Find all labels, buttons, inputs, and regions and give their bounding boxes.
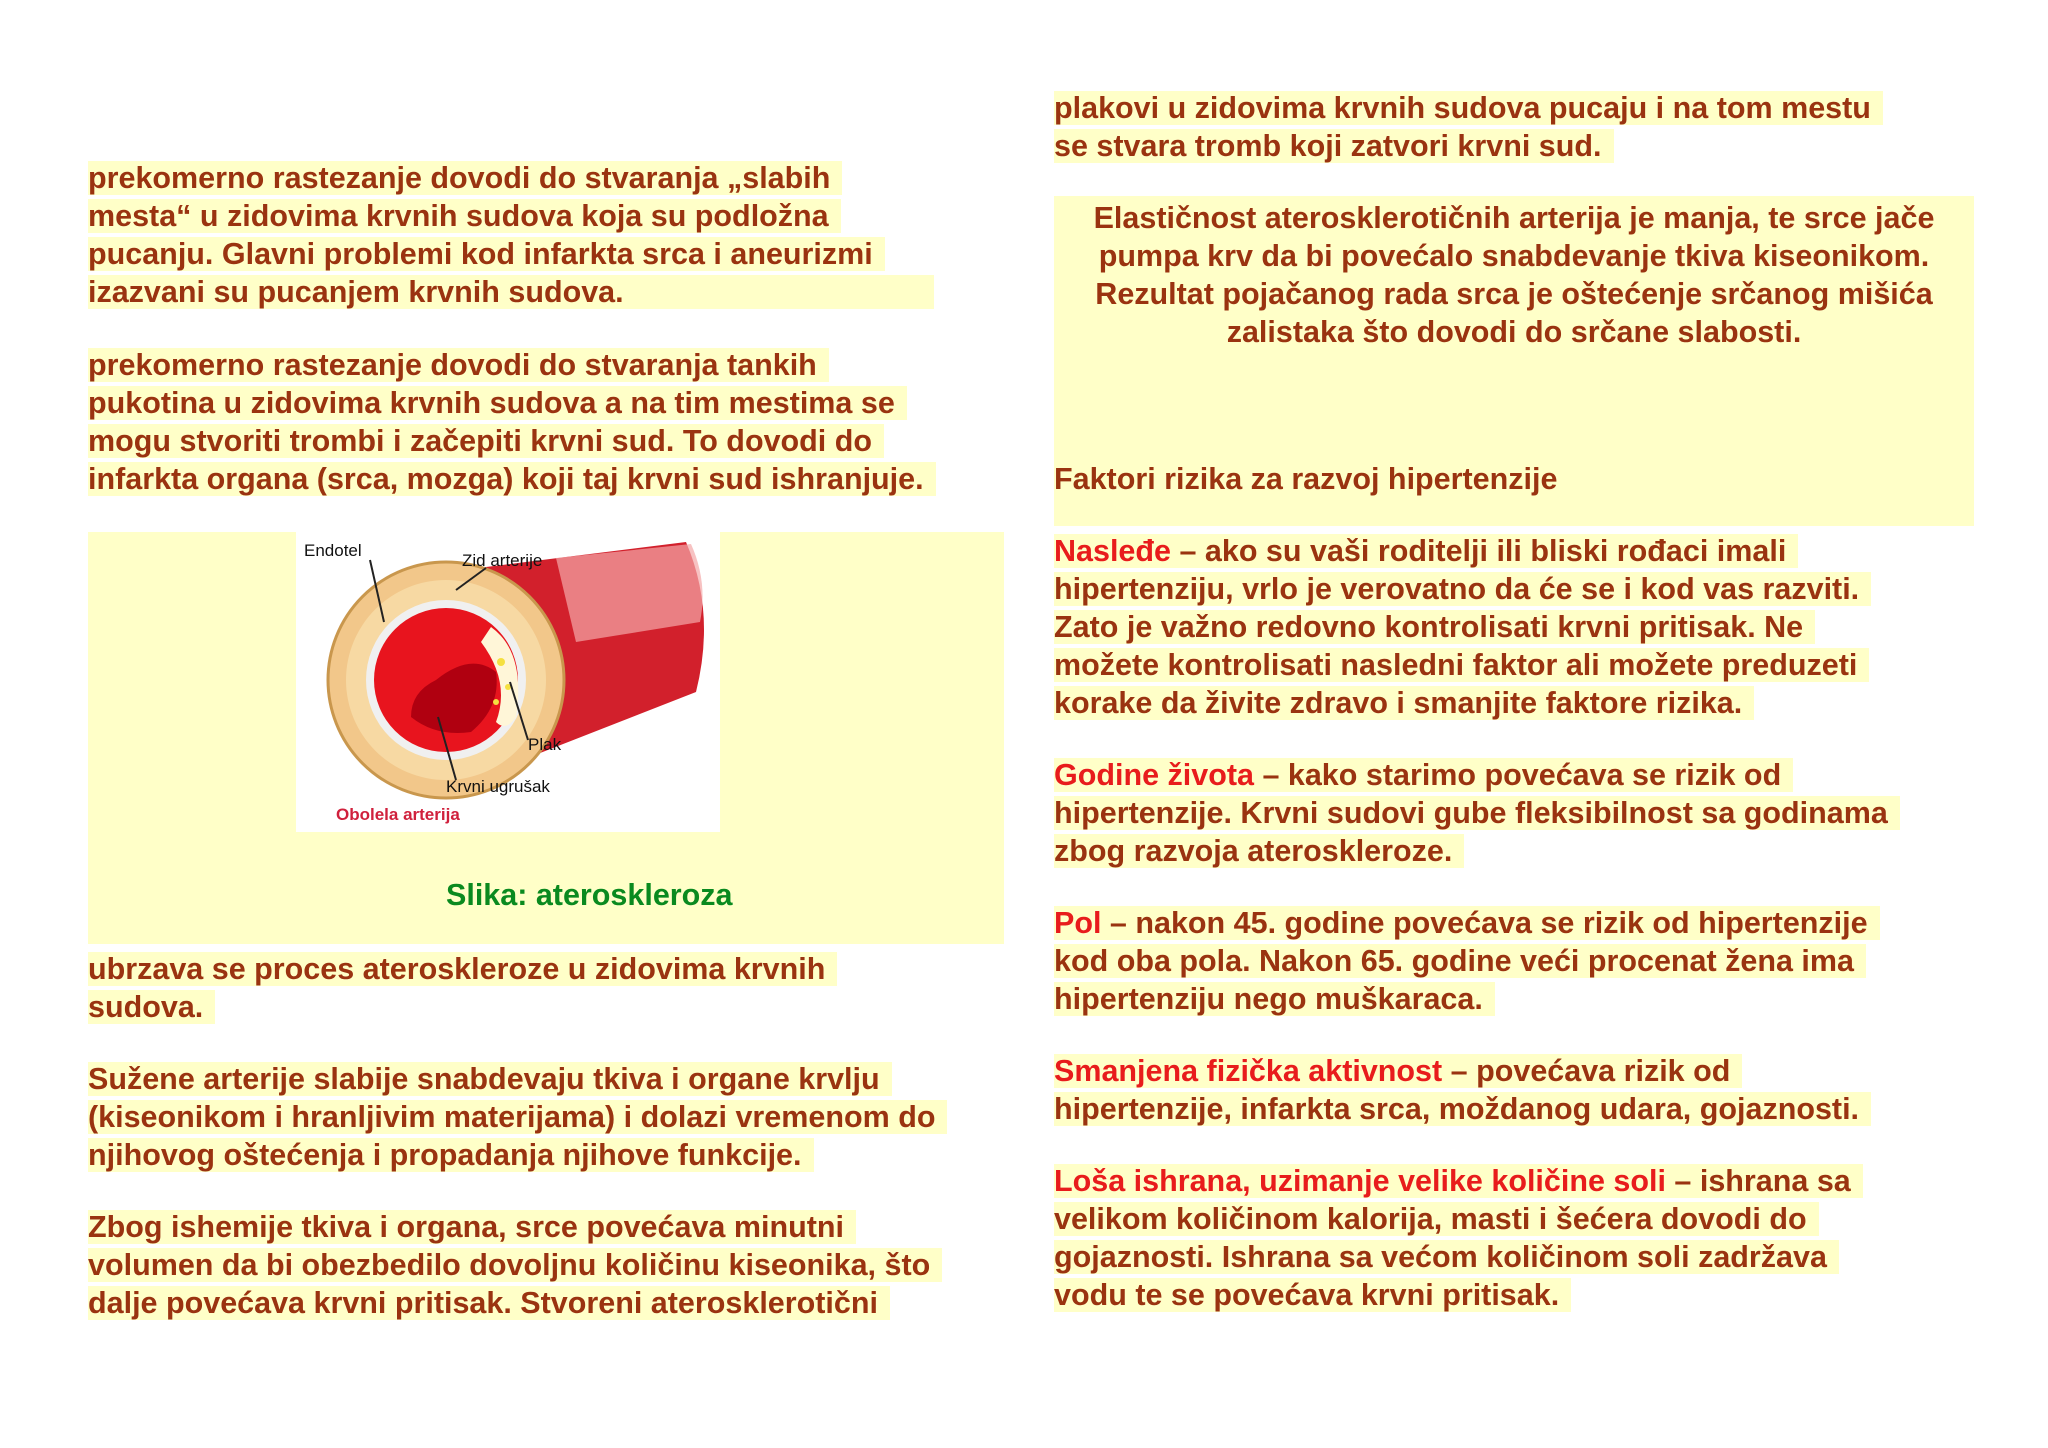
label-obolela-arterija: Obolela arterija bbox=[336, 805, 460, 824]
left-paragraph-4 bbox=[88, 1060, 947, 1174]
text-line: pucanju. Glavni problemi kod infarkta srca i aneurizmi bbox=[88, 237, 885, 271]
text-line: hipertenziju, vrlo je verovatno da će se i kod vas razviti. bbox=[1054, 572, 1871, 606]
text-line: pumpa krv da bi povećalo snabdevanje tkiva kiseonikom. bbox=[1098, 239, 1930, 273]
text-line: plakovi u zidovima krvnih sudova pucaju i na tom mestu bbox=[1054, 91, 1883, 125]
text-line: Zato je važno redovno kontrolisati krvni pritisak. Ne bbox=[1054, 610, 1815, 644]
left-paragraph-2 bbox=[88, 346, 936, 498]
left-paragraph-3 bbox=[88, 950, 837, 1026]
text-line: zbog razvoja ateroskleroze. bbox=[1054, 834, 1464, 868]
figure-caption: Slika: ateroskleroza bbox=[446, 878, 733, 912]
factor-nasledje bbox=[1054, 532, 1871, 722]
factor-term: Pol bbox=[1054, 906, 1102, 940]
text-line: mogu stvoriti trombi i začepiti krvni sud. To dovodi do bbox=[88, 424, 884, 458]
factor-text: – nakon 45. godine povećava se rizik od hipertenzije bbox=[1101, 906, 1868, 940]
text-line: možete kontrolisati nasledni faktor ali možete preduzeti bbox=[1054, 648, 1869, 682]
factor-term: Godine života bbox=[1054, 758, 1254, 792]
left-paragraph-5 bbox=[88, 1208, 942, 1322]
text-line: hipertenzije. Krvni sudovi gube fleksibilnost sa godinama bbox=[1054, 796, 1900, 830]
text-line: Zbog ishemije tkiva i organa, srce povećava minutni bbox=[88, 1210, 856, 1244]
factor-losa-ishrana bbox=[1054, 1162, 1863, 1314]
risk-factors-heading: Faktori rizika za razvoj hipertenzije bbox=[1054, 462, 1558, 496]
factor-text: – povećava rizik od bbox=[1442, 1054, 1731, 1088]
label-zid-arterije: Zid arterije bbox=[462, 551, 543, 570]
text-line: Rezultat pojačanog rada srca je oštećenje srčanog mišića bbox=[1095, 277, 1933, 311]
left-paragraph-1 bbox=[88, 159, 934, 311]
text-line: volumen da bi obezbedilo dovoljnu količinu kiseonika, što bbox=[88, 1248, 942, 1282]
text-line: gojaznosti. Ishrana sa većom količinom soli zadržava bbox=[1054, 1240, 1839, 1274]
factor-godine-zivota bbox=[1054, 756, 1900, 870]
text-line: prekomerno rastezanje dovodi do stvaranja tankih bbox=[88, 348, 829, 382]
text-line: Elastičnost aterosklerotičnih arterija je manja, te srce jače bbox=[1093, 201, 1935, 235]
text-line: kod oba pola. Nakon 65. godine veći procenat žena ima bbox=[1054, 944, 1866, 978]
text-line: korake da živite zdravo i smanjite faktore rizika. bbox=[1054, 686, 1754, 720]
factor-fizicka-aktivnost bbox=[1054, 1052, 1871, 1128]
right-paragraph-1 bbox=[1054, 89, 1883, 165]
text-line: pukotina u zidovima krvnih sudova a na tim mestima se bbox=[88, 386, 907, 420]
artery-figure bbox=[296, 532, 720, 832]
factor-text: – kako starimo povećava se rizik od bbox=[1253, 758, 1782, 792]
label-endotel: Endotel bbox=[304, 541, 362, 560]
text-line: prekomerno rastezanje dovodi do stvaranja „slabih bbox=[88, 161, 842, 195]
label-krvni-ugrusak: Krvni ugrušak bbox=[446, 777, 550, 796]
text-line: ubrzava se proces ateroskleroze u zidovima krvnih bbox=[88, 952, 837, 986]
right-paragraph-2 bbox=[1054, 199, 1974, 351]
text-line: se stvara tromb koji zatvori krvni sud. bbox=[1054, 129, 1614, 163]
factor-term: Smanjena fizička aktivnost bbox=[1054, 1054, 1443, 1088]
label-plak: Plak bbox=[528, 735, 562, 754]
artery-illustration bbox=[296, 532, 720, 832]
text-line: dalje povećava krvni pritisak. Stvoreni aterosklerotični bbox=[88, 1286, 890, 1320]
factor-pol bbox=[1054, 904, 1880, 1018]
text-line: mesta“ u zidovima krvnih sudova koja su podložna bbox=[88, 199, 841, 233]
text-line: velikom količinom kalorija, masti i šećera dovodi do bbox=[1054, 1202, 1819, 1236]
factor-term: Loša ishrana, uzimanje velike količine soli bbox=[1054, 1164, 1666, 1198]
text-line: infarkta organa (srca, mozga) koji taj krvni sud ishranjuje. bbox=[88, 462, 936, 496]
text-line: njihovog oštećenja i propadanja njihove funkcije. bbox=[88, 1138, 814, 1172]
text-line: izazvani su pucanjem krvnih sudova. bbox=[88, 275, 934, 309]
text-line: zalistaka što dovodi do srčane slabosti. bbox=[1226, 315, 1802, 349]
text-line: sudova. bbox=[88, 990, 215, 1024]
text-line: hipertenzije, infarkta srca, moždanog udara, gojaznosti. bbox=[1054, 1092, 1871, 1126]
factor-text: – ishrana sa bbox=[1665, 1164, 1851, 1198]
factor-term: Nasleđe bbox=[1054, 534, 1171, 568]
text-line: hipertenziju nego muškaraca. bbox=[1054, 982, 1495, 1016]
text-line: vodu te se povećava krvni pritisak. bbox=[1054, 1278, 1571, 1312]
text-line: Sužene arterije slabije snabdevaju tkiva i organe krvlju bbox=[88, 1062, 892, 1096]
text-line: (kiseonikom i hranljivim materijama) i dolazi vremenom do bbox=[88, 1100, 947, 1134]
factor-text: – ako su vaši roditelji ili bliski rođaci imali bbox=[1170, 534, 1787, 568]
